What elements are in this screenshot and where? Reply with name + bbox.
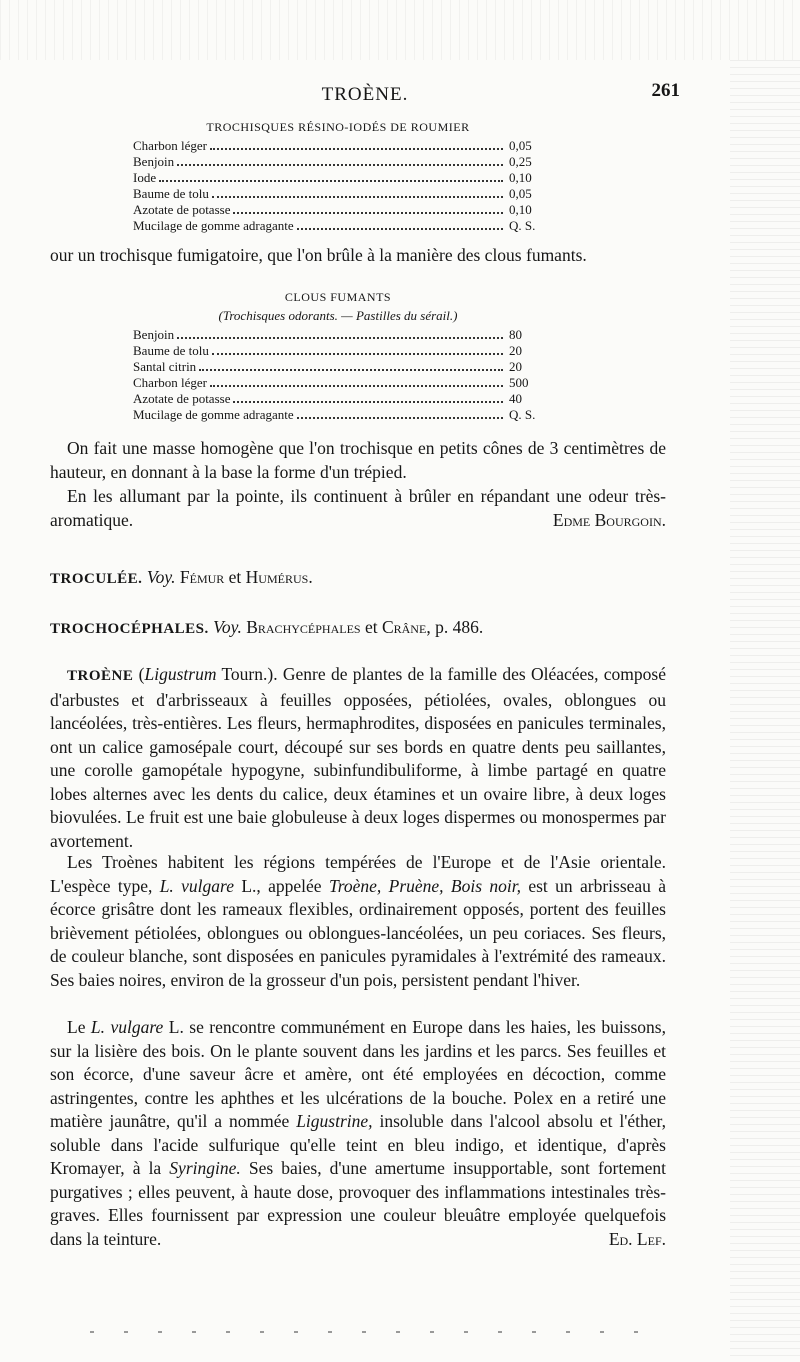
leader-dots (177, 337, 503, 339)
leader-dots (233, 212, 503, 214)
leader-dots (159, 180, 503, 182)
ingredient-name: Benjoin (133, 154, 175, 169)
recipe-row (133, 359, 543, 375)
recipe-subtitle: (Trochisques odorants. — Pastilles du sérail.) (218, 308, 458, 323)
paragraph-masse: On fait une masse homogène que l'on trochisque en petits cônes de 3 centimètres de hauteur, en donnant à la base la forme d'un trépied. (50, 438, 666, 482)
ingredient-quantity: 0,05 (509, 138, 532, 153)
page-number: 261 (651, 80, 680, 101)
leader-dots (233, 401, 503, 403)
recipe-row (133, 391, 543, 407)
running-title: TROÈNE. (321, 84, 409, 105)
ingredient-quantity: 0,10 (509, 202, 532, 217)
ingredient-name: Mucilage de gomme adragante (133, 407, 294, 422)
ingredient-quantity: 0,25 (509, 154, 532, 169)
paragraph-allumant: En les allumant par la pointe, ils continuent à brûler en répandant une odeur très-aromatique. Edme Bourgoin. (50, 485, 666, 532)
headword: TROÈNE (67, 668, 134, 684)
recipe-row (133, 218, 543, 234)
recipe-row (133, 186, 543, 202)
leader-dots (199, 369, 503, 371)
leader-dots (177, 164, 503, 166)
ingredient-quantity: 0,10 (509, 170, 532, 185)
ingredient-name: Charbon léger (133, 375, 208, 390)
ingredient-quantity: Q. S. (509, 218, 536, 233)
ingredient-quantity: 20 (509, 359, 522, 374)
ingredient-name: Baume de tolu (133, 186, 209, 201)
recipe-row (133, 170, 543, 186)
paragraph-fumigatoire: our un trochisque fumigatoire, que l'on brûle à la manière des clous fumants. (50, 245, 587, 265)
recipe-row (133, 202, 543, 218)
bottom-rule (90, 1331, 650, 1333)
ingredient-quantity: 0,05 (509, 186, 532, 201)
recipe-row (133, 327, 543, 343)
leader-dots (297, 417, 503, 419)
ingredient-quantity: 500 (509, 375, 529, 390)
ingredient-name: Charbon léger (133, 138, 208, 153)
leader-dots (212, 196, 503, 198)
paragraph-habitat: Les Troènes habitent les régions tempérées de l'Europe et de l'Asie orientale. L'espèce type, L. vulgare L., appelée Troène, Pruène, Bois noir, est un arbrisseau à écorce grisâtre dont les rameaux flexibles, ordinairement opposés, portent des feuilles brièvement pétiolées, oblongues ou oblongues-lancéolées, un peu coriaces. Ses fleurs, de couleur blanche, sont disposées en panicules pyramidales à l'extrémité des rameaux. Ses baies noires, environ de la grosseur d'un pois, persistent pendant l'hiver. (50, 852, 667, 990)
ingredient-quantity: 40 (509, 391, 522, 406)
recipe-trochisques (133, 120, 543, 234)
leader-dots (210, 385, 503, 387)
ingredient-name: Mucilage de gomme adragante (133, 218, 294, 233)
ingredient-name: Santal citrin (133, 359, 197, 374)
ingredient-quantity: Q. S. (509, 407, 536, 422)
ingredient-name: Azotate de potasse (133, 202, 231, 217)
signature-lef: Ed. Lef. (608, 1228, 666, 1249)
ingredient-name: Iode (133, 170, 157, 185)
recipe-row (133, 154, 543, 170)
scan-noise-top (0, 0, 800, 60)
recipe-title: CLOUS FUMANTS (284, 290, 392, 304)
recipe-row (133, 138, 543, 154)
headword: TROCHOCÉPHALES. (50, 621, 209, 637)
signature-bourgoin: Edme Bourgoin. (552, 509, 666, 530)
recipe-row (133, 343, 543, 359)
entry-troculee: TROCULÉE. Voy. Fémur et Humérus. (50, 567, 313, 587)
paragraph-usages: Le L. vulgare L. se rencontre communément en Europe dans les haies, les buissons, sur la lisière des bois. On le plante souvent dans les jardins et les parcs. Ses feuilles et son écorce, d'une saveur âcre et amère, ont été employées en décoction, comme astringentes, contre les aphthes et les ulcérations de la bouche. Polex en a retiré une matière jaunâtre, qu'il a nommée Ligustrine, insoluble dans l'alcool absolu et l'éther, soluble dans l'acide sulfurique qu'elle teint en bleu indigo, et identique, d'après Kromayer, à la Syringine. Ses baies, d'une amertume insupportable, sont fortement purgatives ; elles peuvent, à haute dose, provoquer des inflammations intestinales très-graves. Elles fournissent par expression une couleur bleuâtre employée quelquefois dans la teinture. Ed. Lef. (50, 1016, 666, 1251)
recipe-row (133, 375, 543, 391)
ingredient-name: Baume de tolu (133, 343, 209, 358)
running-header (50, 80, 680, 110)
recipe-clous-fumants (133, 290, 543, 423)
ingredient-quantity: 80 (509, 327, 522, 342)
ingredient-name: Azotate de potasse (133, 391, 231, 406)
headword: TROCULÉE. (50, 571, 143, 587)
entry-troene-definition: TROÈNE (Ligustrum Tourn.). Genre de plantes de la famille des Oléacées, composé d'arbustes et d'arbrisseaux à feuilles opposées, pétiolées, ovales, oblongues ou lancéolées, très-entières. Les fleurs, hermaphrodites, disposées en panicules terminales, ont un calice gamosépale court, découpé sur ses bords en quatre dents peu saillantes, une corolle gamopétale hypogyne, subinfundibuliforme, à limbe partagé en quatre lobes alternes avec les dents du calice, deux étamines et un ovaire libre, à deux loges biovulées. Le fruit est une baie globuleuse à deux loges dispermes ou monospermes par avortement. (50, 664, 666, 851)
ingredient-name: Benjoin (133, 327, 175, 342)
leader-dots (297, 228, 503, 230)
leader-dots (212, 353, 503, 355)
recipe-title: TROCHISQUES RÉSINO-IODÉS DE ROUMIER (206, 120, 470, 134)
entry-trochocephales: TROCHOCÉPHALES. Voy. Brachycéphales et Crâne, p. 486. (50, 617, 484, 637)
ingredient-quantity: 20 (509, 343, 522, 358)
scan-noise-right (730, 60, 800, 1360)
leader-dots (210, 148, 503, 150)
recipe-row (133, 407, 543, 423)
